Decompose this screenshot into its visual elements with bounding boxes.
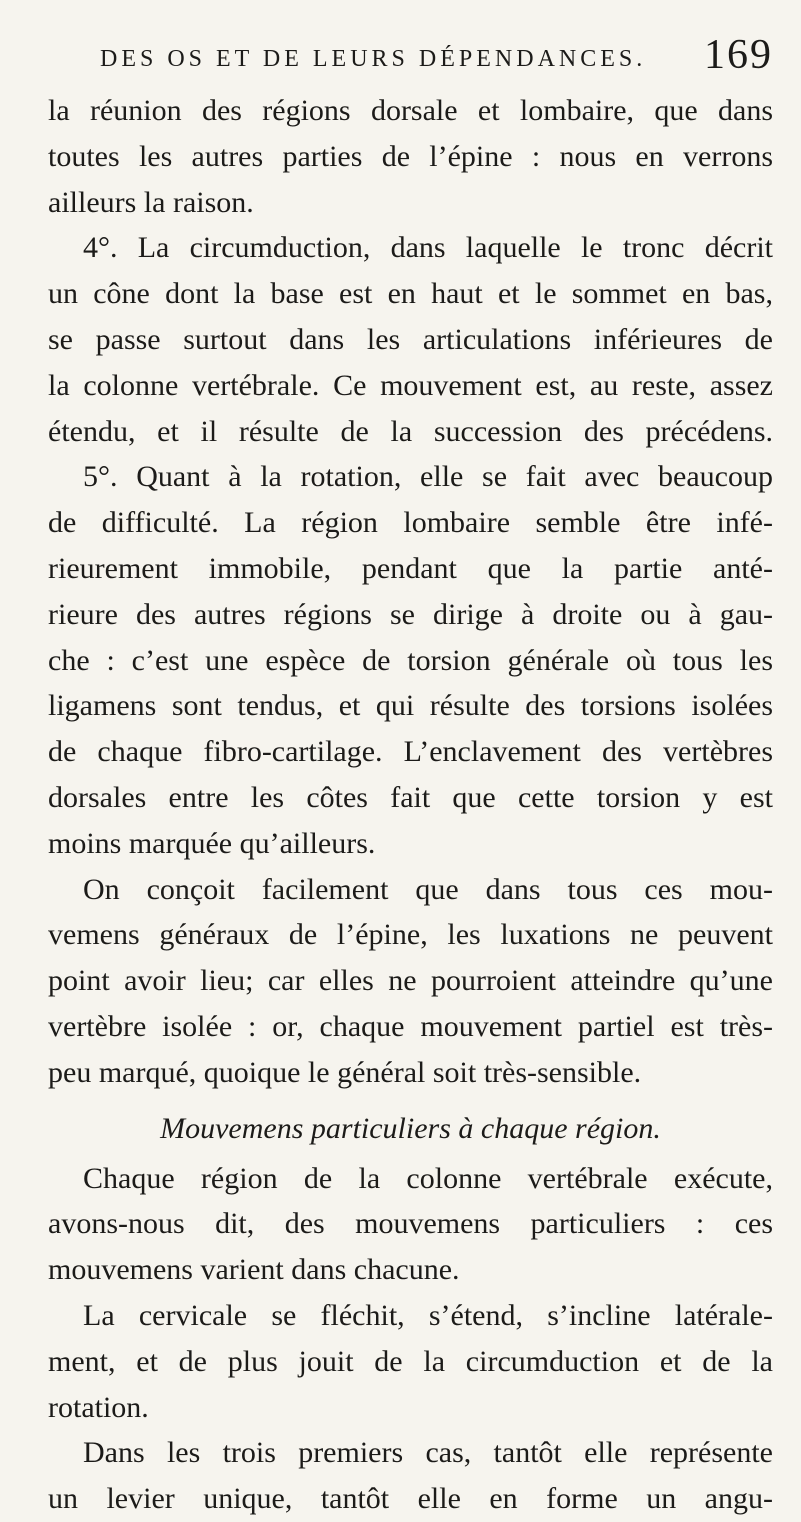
text-line: vertèbre isolée : or, chaque mouvement partiel est très- bbox=[48, 1009, 773, 1043]
text-line: 4°. La circumduction, dans laquelle le tronc décrit bbox=[83, 231, 773, 265]
text-line: rieure des autres régions se dirige à droite ou à gau- bbox=[48, 597, 773, 631]
text-line: vemens généraux de l’épine, les luxations ne peuvent bbox=[48, 918, 773, 952]
text-line: La cervicale se fléchit, s’étend, s’incline latérale- bbox=[83, 1298, 773, 1332]
text-line: la réunion des régions dorsale et lombaire, que dans bbox=[48, 94, 773, 127]
text-line: de chaque fibro-cartilage. L’enclavement des vertèbres bbox=[48, 735, 773, 769]
text-line: de difficulté. La région lombaire semble être infé- bbox=[48, 506, 773, 540]
text-line: Chaque région de la colonne vertébrale exécute, bbox=[83, 1161, 773, 1195]
book-page bbox=[48, 32, 773, 1516]
text-line: 5°. Quant à la rotation, elle se fait avec beaucoup bbox=[83, 460, 773, 494]
text-line: dorsales entre les côtes fait que cette torsion y est bbox=[48, 780, 773, 814]
text-line: rieurement immobile, pendant que la partie anté- bbox=[48, 551, 773, 585]
section-heading-text: Mouvemens particuliers à chaque région. bbox=[160, 1111, 661, 1145]
body-text bbox=[48, 88, 773, 1096]
text-line: avons-nous dit, des mouvemens particuliers : ces bbox=[48, 1207, 773, 1241]
text-line: toutes les autres parties de l’épine : nous en verrons bbox=[48, 139, 773, 173]
text-line: peu marqué, quoique le général soit très-sensible. bbox=[48, 1055, 642, 1089]
text-line: mouvemens varient dans chacune. bbox=[48, 1253, 460, 1287]
text-line: moins marquée qu’ailleurs. bbox=[48, 826, 376, 860]
text-line: On conçoit facilement que dans tous ces mou- bbox=[83, 872, 773, 906]
text-line: ailleurs la raison. bbox=[48, 185, 254, 219]
running-header bbox=[48, 34, 773, 88]
text-line: ment, et de plus jouit de la circumduction et de la bbox=[48, 1344, 773, 1378]
text-line: un levier unique, tantôt elle en forme un angu- bbox=[48, 1482, 773, 1516]
text-line: che : c’est une espèce de torsion générale où tous les bbox=[48, 643, 773, 677]
text-line: ligamens sont tendus, et qui résulte des torsions isolées bbox=[48, 689, 773, 723]
text-line: un cône dont la base est en haut et le sommet en bas, bbox=[48, 277, 773, 311]
text-line: Dans les trois premiers cas, tantôt elle représente bbox=[83, 1436, 773, 1470]
text-line: rotation. bbox=[48, 1390, 149, 1424]
text-line: se passe surtout dans les articulations inférieures de bbox=[48, 322, 773, 356]
running-title: DES OS ET DE LEURS DÉPENDANCES. bbox=[100, 46, 647, 72]
section-heading bbox=[48, 1096, 773, 1156]
page-number: 169 bbox=[704, 32, 773, 78]
text-line: étendu, et il résulte de la succession des précédens. bbox=[48, 414, 773, 448]
text-line: la colonne vertébrale. Ce mouvement est, au reste, assez bbox=[48, 368, 773, 402]
body-text-continued bbox=[48, 1156, 773, 1522]
text-line: point avoir lieu; car elles ne pourroient atteindre qu’une bbox=[48, 964, 773, 998]
